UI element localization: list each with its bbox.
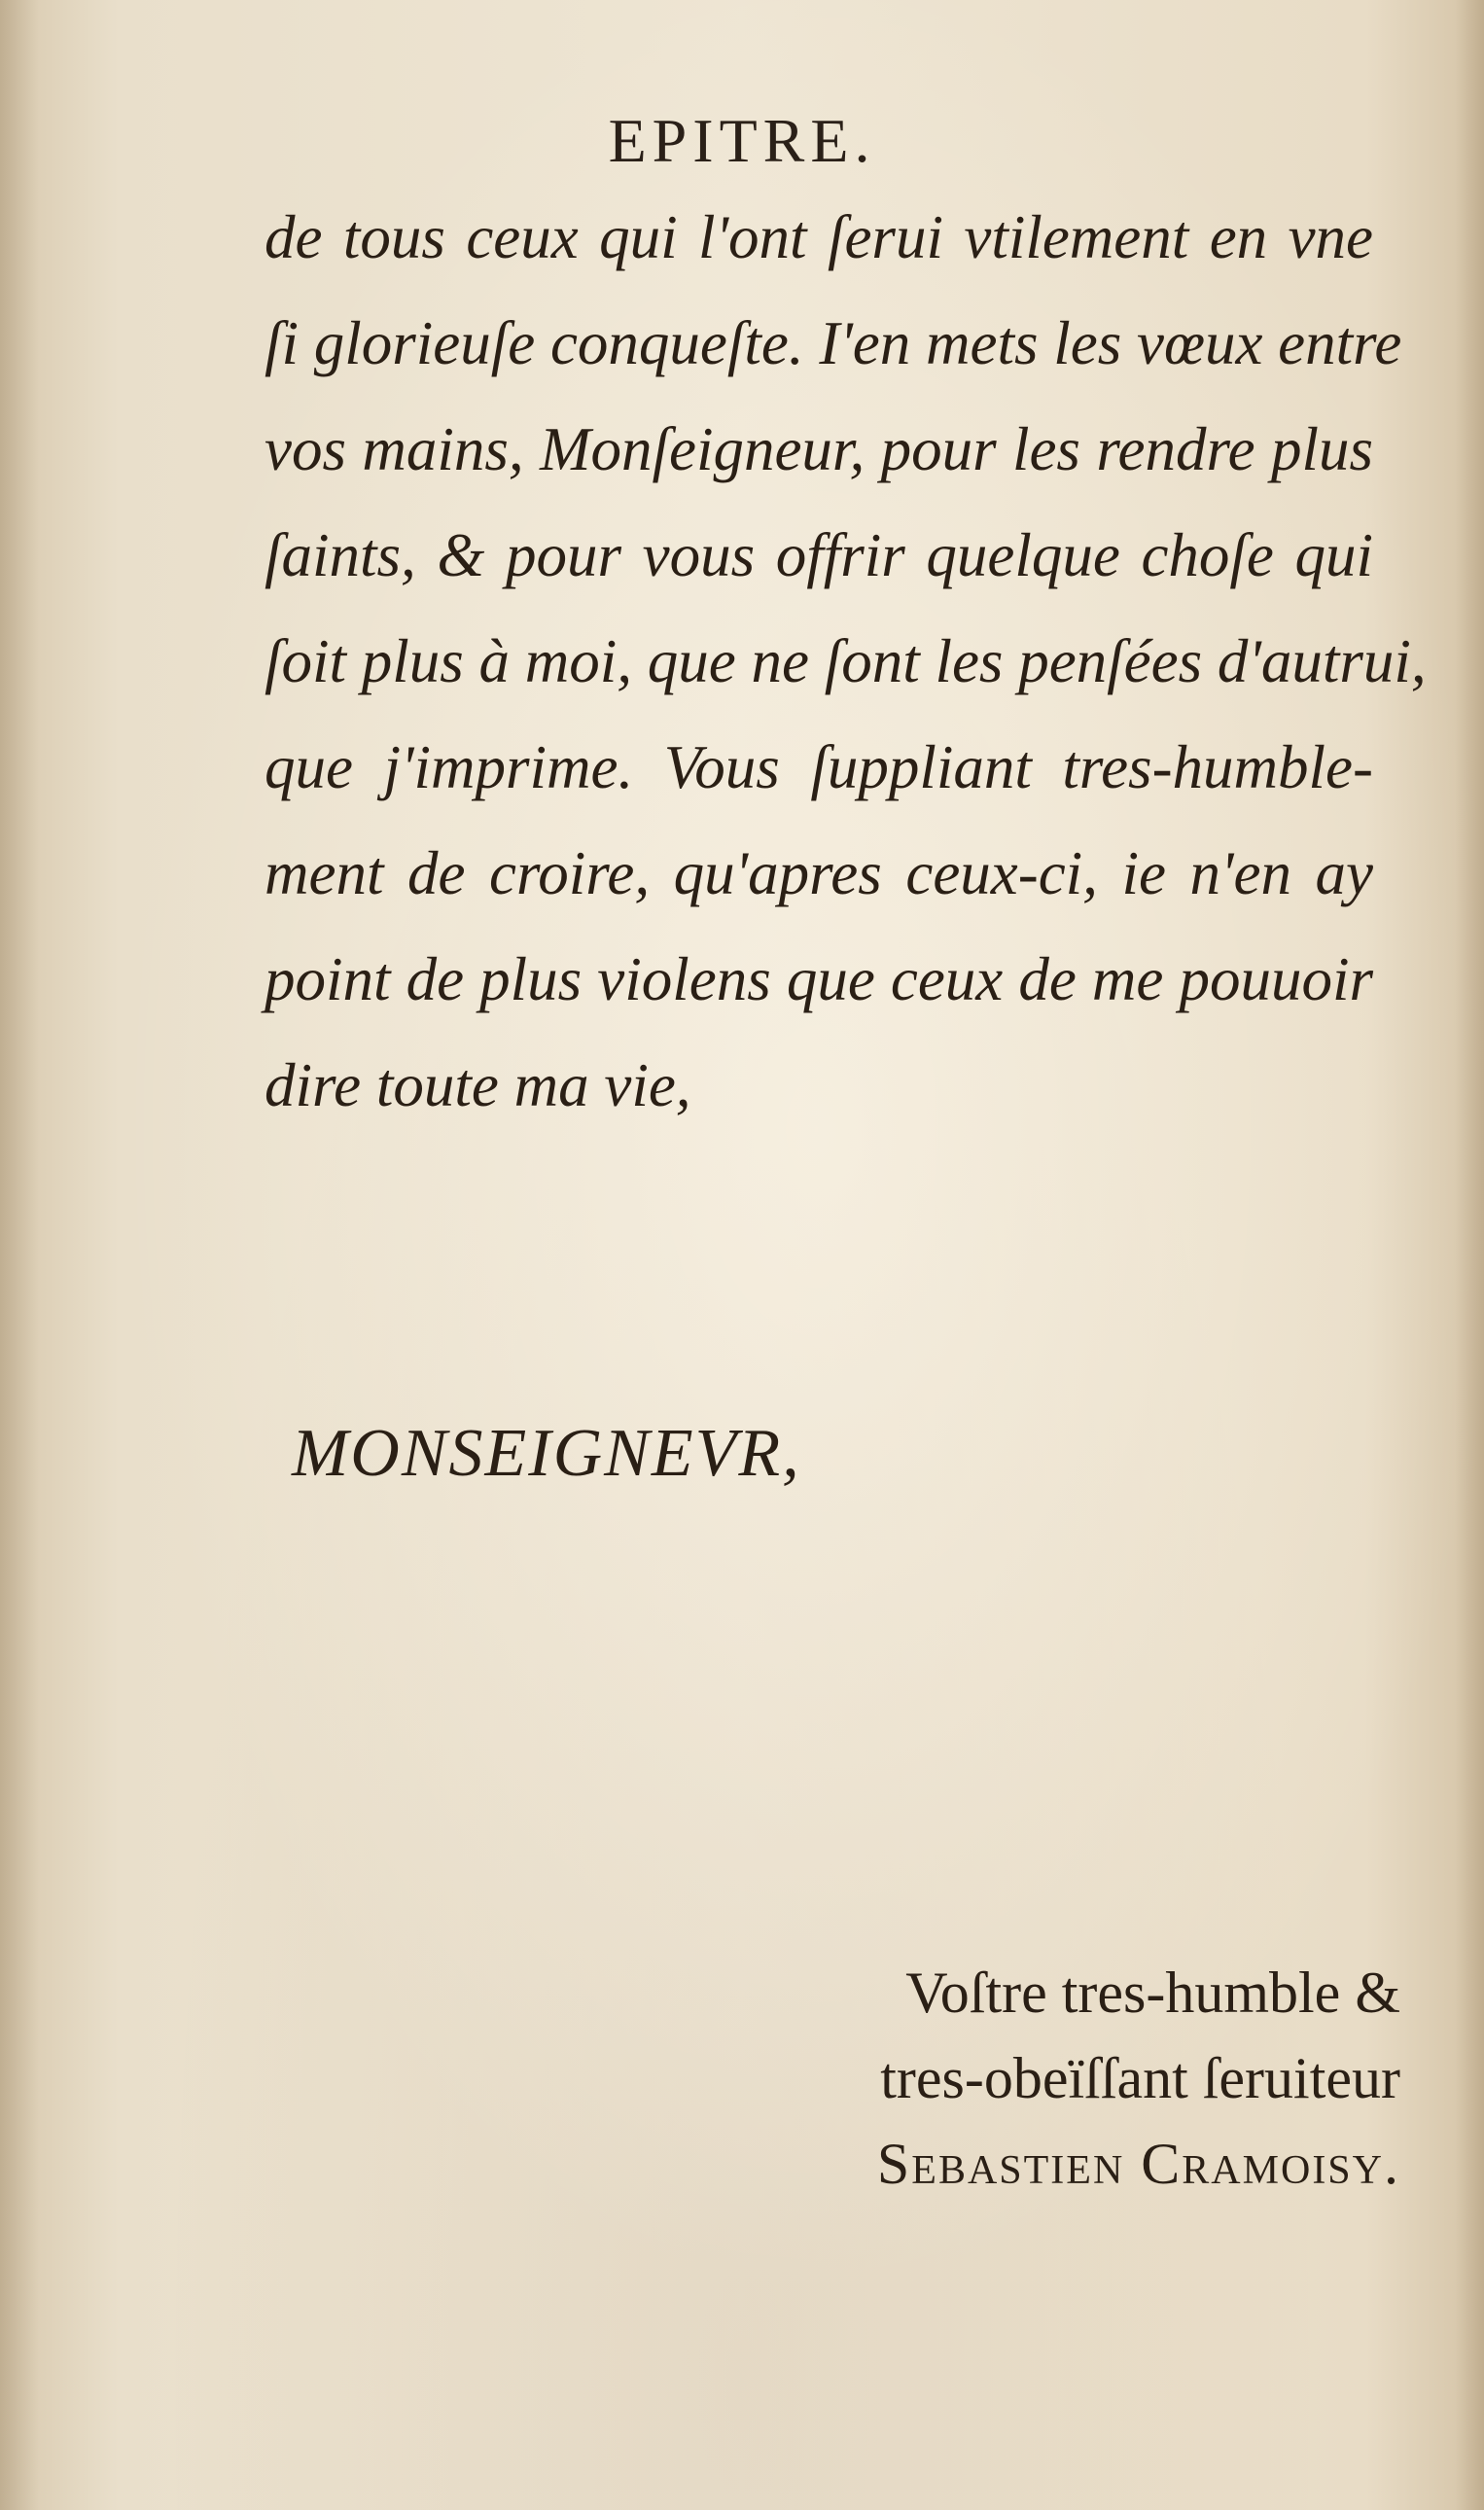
signature-block — [877, 1950, 1400, 2207]
signature-line: tres-obeïſſant ſeruiteur — [880, 2046, 1400, 2110]
signature-line: Voſtre tres-humble & — [905, 1961, 1400, 2025]
body-line: dire toute ma vie, — [265, 1051, 691, 1119]
body-line: de tous ceux qui l'ont ſerui vtilement en vne — [265, 203, 1373, 271]
body-line: ſaints, & pour vous offrir quelque choſe qui — [265, 521, 1373, 589]
body-line: vos mains, Monſeigneur, pour les rendre plus — [265, 415, 1373, 483]
body-line: point de plus violens que ceux de me pouuoir — [265, 945, 1373, 1013]
body-line: que j'imprime. Vous ſuppliant tres-humble- — [265, 733, 1373, 801]
body-line: ſoit plus à moi, que ne ſont les penſées d'autrui, — [265, 627, 1427, 695]
page-edge-shadow-left — [0, 0, 39, 2510]
body-line: ment de croire, qu'apres ceux-ci, ie n'en ay — [265, 839, 1373, 907]
epistle-body — [265, 185, 1427, 1139]
page-edge-shadow-right — [1455, 0, 1484, 2510]
body-line: ſi glorieuſe conqueſte. I'en mets les vœux entre — [265, 309, 1402, 377]
salutation: MONSEIGNEVR, — [292, 1416, 801, 1491]
signatory-name: Sebastien Cramoisy. — [876, 2132, 1400, 2196]
running-head: EPITRE. — [608, 106, 876, 175]
